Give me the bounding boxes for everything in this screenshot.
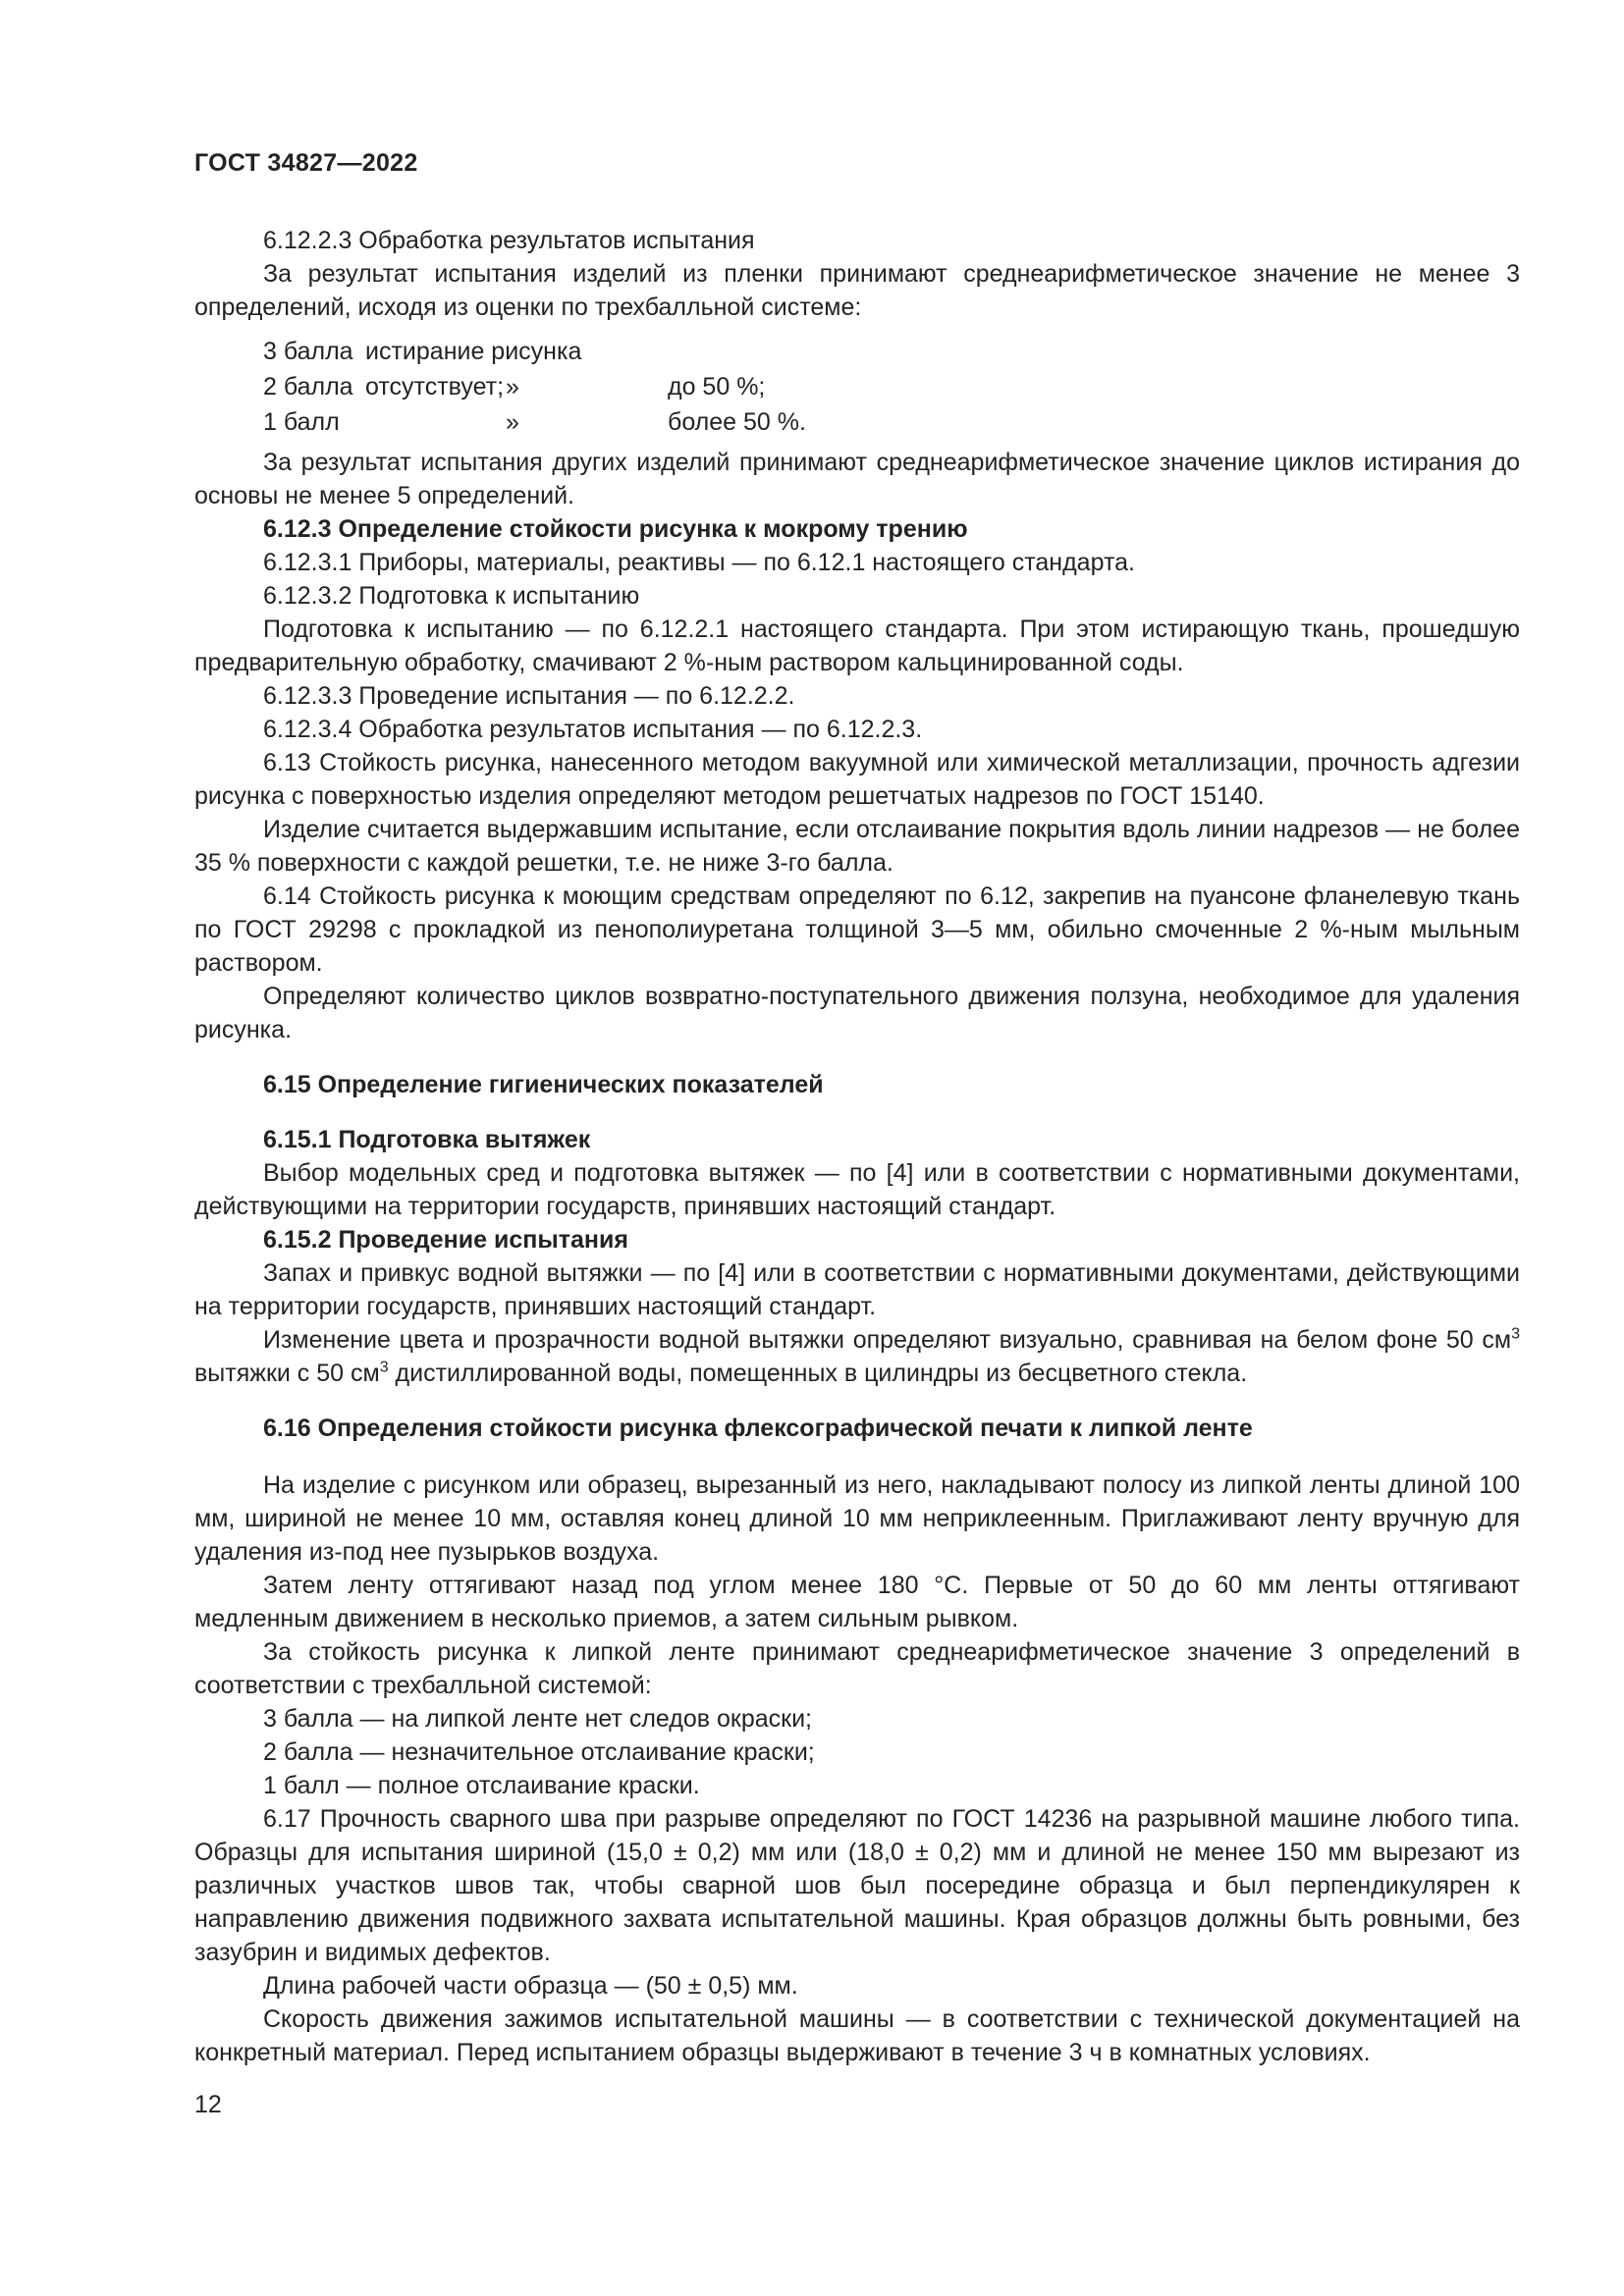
grading-row — [263, 369, 1520, 404]
grading-mark: истирание рисунка отсутствует; — [365, 338, 582, 400]
text-run: вытяжки с 50 см — [194, 1360, 380, 1387]
grading-value — [660, 334, 962, 369]
paragraph: Запах и привкус водной вытяжки — по [4] или в соответствии с нормативными документами, действующими на территории государств, принявших настоящий стандарт. — [194, 1259, 1520, 1320]
grading-score: 3 балла — [263, 338, 353, 365]
grading-mark: » — [506, 373, 519, 400]
text-run: Изменение цвета и прозрачности водной вытяжки определяют визуально, сравнивая на белом фоне 50 см — [263, 1326, 1512, 1354]
paragraph: Выбор модельных сред и подготовка вытяжек — по [4] или в соответствии с нормативными документами, действующими на территории государств, принявших настоящий стандарт. — [194, 1159, 1520, 1220]
text-run: дистиллированной воды, помещенных в цилиндры из бесцветного стекла. — [388, 1360, 1248, 1387]
paragraph: Определяют количество циклов возвратно-поступательного движения ползуна, необходимое для удаления рисунка. — [194, 983, 1520, 1043]
paragraph: 6.12.3.2 Подготовка к испытанию — [263, 582, 640, 610]
paragraph: 6.12.3.4 Обработка результатов испытания — по 6.12.2.3. — [263, 716, 923, 743]
grading-score: 1 балл — [263, 408, 340, 436]
superscript: 3 — [379, 1359, 389, 1376]
list-item: 2 балла — незначительное отслаивание краски; — [263, 1738, 815, 1766]
page-number: 12 — [194, 2091, 222, 2118]
paragraph: За результат испытания изделий из пленки принимают среднеарифметическое значение не менее 3 определений, исходя из оценки по трехбалльной системе: — [194, 260, 1520, 321]
grading-value: до 50 %; — [668, 373, 766, 400]
paragraph: 6.17 Прочность сварного шва при разрыве определяют по ГОСТ 14236 на разрывной машине любого типа. Образцы для испытания шириной (15,0 ± 0,2) мм или (18,0 ± 0,2) мм и длиной не менее 150 мм вырезают из различных участков швов так, чтобы сварной шов был посередине образца и был перпендикулярен к направлению движения подвижного захвата испытательной машины. Края образцов должны быть ровными, без зазубрин и видимых дефектов. — [194, 1805, 1520, 1966]
subsection-heading: 6.15.1 Подготовка вытяжек — [263, 1126, 591, 1153]
list-item: 1 балл — полное отслаивание краски. — [263, 1772, 700, 1799]
section-heading: 6.16 Определения стойкости рисунка флексографической печати к липкой ленте — [263, 1415, 1253, 1442]
paragraph: На изделие с рисунком или образец, вырезанный из него, накладывают полосу из липкой ленты длиной 100 мм, шириной не менее 10 мм, оставляя конец длиной 10 мм неприклеенным. Приглаживают ленту вручную для удаления из-под нее пузырьков воздуха. — [194, 1471, 1520, 1566]
list-item: 3 балла — на липкой ленте нет следов окраски; — [263, 1705, 812, 1733]
paragraph: За результат испытания других изделий принимают среднеарифметическое значение циклов истирания до основы не менее 5 определений. — [194, 449, 1520, 509]
section-heading: 6.12.3 Определение стойкости рисунка к мокрому трению — [263, 515, 968, 543]
grading-value: более 50 %. — [668, 408, 806, 436]
paragraph — [194, 1323, 1520, 1390]
grading-row — [263, 404, 1520, 440]
paragraph: 6.13 Стойкость рисунка, нанесенного методом вакуумной или химической металлизации, прочность адгезии рисунка с поверхностью изделия определяют методом решетчатых надрезов по ГОСТ 15140. — [194, 749, 1520, 810]
grading-table — [263, 334, 1520, 440]
paragraph: 6.14 Стойкость рисунка к моющим средствам определяют по 6.12, закрепив на пуансоне фланелевую ткань по ГОСТ 29298 с прокладкой из пенополиуретана толщиной 3—5 мм, обильно смоченные 2 %-ным мыльным раствором. — [194, 882, 1520, 977]
paragraph: Затем ленту оттягивают назад под углом менее 180 °С. Первые от 50 до 60 мм ленты оттягивают медленным движением в несколько приемов, а затем сильным рывком. — [194, 1572, 1520, 1632]
paragraph: Длина рабочей части образца — (50 ± 0,5) мм. — [263, 1972, 798, 2000]
grading-mark: » — [506, 408, 519, 436]
paragraph: 6.12.2.3 Обработка результатов испытания — [263, 227, 755, 254]
grading-score: 2 балла — [263, 373, 353, 400]
superscript: 3 — [1511, 1325, 1520, 1343]
document-header: ГОСТ 34827—2022 — [194, 149, 418, 177]
document-body — [194, 224, 1520, 2069]
paragraph: Скорость движения зажимов испытательной машины — в соответствии с технической документацией на конкретный материал. Перед испытанием образцы выдерживают в течение 3 ч в комнатных условиях. — [194, 2005, 1520, 2066]
paragraph: За стойкость рисунка к липкой ленте принимают среднеарифметическое значение 3 определений в соответствии с трехбалльной системой: — [194, 1638, 1520, 1699]
subsection-heading: 6.15.2 Проведение испытания — [263, 1226, 628, 1254]
paragraph: 6.12.3.3 Проведение испытания — по 6.12.2.2. — [263, 682, 795, 710]
paragraph: Изделие считается выдержавшим испытание, если отслаивание покрытия вдоль линии надрезов — не более 35 % поверхности с каждой решетки, т.е. не ниже 3-го балла. — [194, 816, 1520, 877]
paragraph: 6.12.3.1 Приборы, материалы, реактивы — по 6.12.1 настоящего стандарта. — [263, 549, 1135, 576]
paragraph: Подготовка к испытанию — по 6.12.2.1 настоящего стандарта. При этом истирающую ткань, прошедшую предварительную обработку, смачивают 2 %-ным раствором кальцинированной соды. — [194, 615, 1520, 676]
section-heading: 6.15 Определение гигиенических показателей — [263, 1071, 824, 1098]
